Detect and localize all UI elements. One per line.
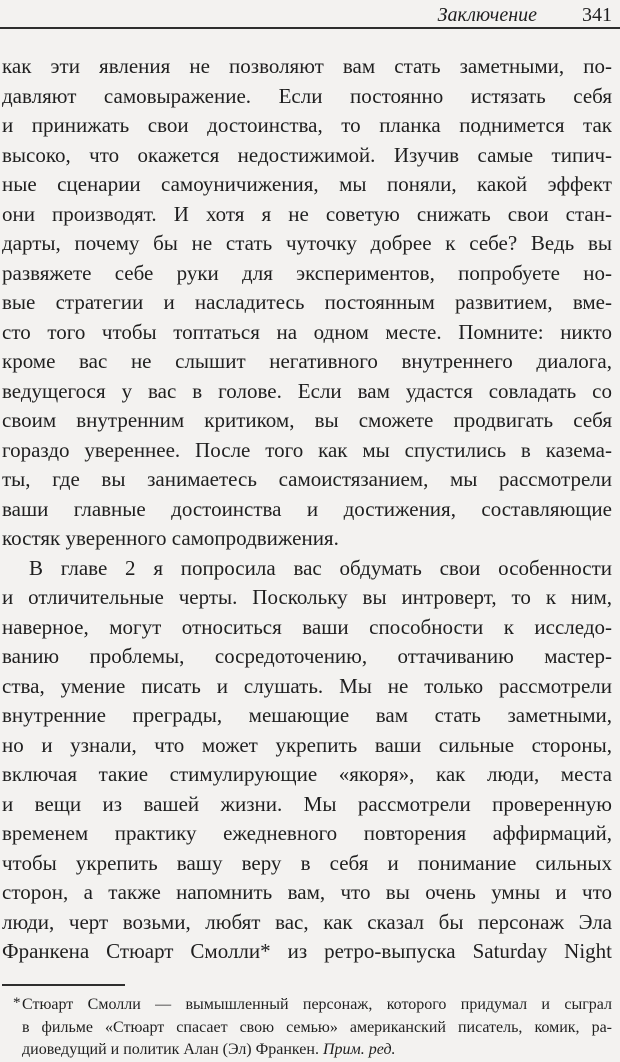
body-line: сто того чтобы топтаться на одном месте. Помните: никто bbox=[2, 319, 612, 344]
body-line-paragraph-end: костяк уверенного самопродвижения. bbox=[2, 526, 339, 550]
footnote-line bbox=[13, 1039, 612, 1062]
footnote-line: Стюарт Смолли — вымышленный персонаж, которого придумал и сыграл bbox=[22, 996, 612, 1013]
chapter-title: Заключение bbox=[437, 4, 537, 26]
body-line: чтобы укрепить вашу веру в себя и понимание сильных bbox=[2, 850, 612, 875]
body-line: ты, где вы занимаетесь самоистязанием, мы рассмотрели bbox=[2, 467, 612, 491]
body-line: как эти явления не позволяют вам стать заметными, по- bbox=[2, 54, 612, 78]
body-line: люди, черт возьми, любят вас, как сказал бы персонаж Эла bbox=[2, 909, 612, 934]
body-line-paragraph-start: В главе 2 я попросила вас обдумать свои особенности bbox=[29, 555, 612, 580]
body-line: своим внутренним критиком, вы сможете продвигать себя bbox=[2, 408, 612, 432]
body-line: дарты, почему бы не стать чуточку добрее к себе? Ведь вы bbox=[2, 231, 612, 255]
running-head bbox=[0, 0, 620, 29]
body-line: ванию проблемы, сосредоточению, оттачиванию мастер- bbox=[2, 644, 612, 668]
body-line: давляют самовыражение. Если постоянно истязать себя bbox=[2, 83, 612, 108]
body-line: ведущегося у вас в голове. Если вам удастся совладать со bbox=[2, 378, 612, 403]
body-line: они производят. И хотя я не советую снижать свои стан- bbox=[2, 201, 612, 226]
body-line: ные сценарии самоуничижения, мы поняли, какой эффект bbox=[2, 172, 612, 196]
footnote bbox=[13, 994, 612, 1062]
body-line: высоко, что окажется недостижимой. Изучив самые типич- bbox=[2, 142, 612, 167]
body-line: ваши главные достоинства и достижения, составляющие bbox=[2, 496, 612, 521]
footnote-text: диоведущий и политик Алан (Эл) Франкен. bbox=[22, 1041, 319, 1058]
page-number: 341 bbox=[582, 4, 612, 26]
body-line: наверное, могут относиться ваши способности к исследо- bbox=[2, 614, 612, 639]
body-line: вые стратегии и насладитесь постоянным развитием, вме- bbox=[2, 290, 612, 314]
body-line-with-footnote-ref: Франкена Стюарт Смолли* из ретро-выпуска Saturday Night bbox=[2, 939, 612, 963]
body-line: и вещи из вашей жизни. Мы рассмотрели проверенную bbox=[2, 791, 612, 816]
footnote-separator bbox=[2, 984, 125, 986]
body-line: развяжете себе руки для экспериментов, попробуете но- bbox=[2, 260, 612, 285]
body-line: временем практику ежедневного повторения аффирмаций, bbox=[2, 821, 612, 845]
body-line: кроме вас не слышит негативного внутреннего диалога, bbox=[2, 349, 612, 373]
body-line: ства, умение писать и слушать. Мы не только рассмотрели bbox=[2, 673, 612, 698]
body-line: гораздо увереннее. После того как мы спустились в казема- bbox=[2, 437, 612, 462]
editor-note: Прим. ред. bbox=[322, 1041, 396, 1058]
body-line: внутренние преграды, мешающие вам стать заметными, bbox=[2, 703, 612, 727]
body-line: и принижать свои достоинства, то планка поднимется так bbox=[2, 113, 612, 137]
footnote-line: в фильме «Стюарт спасает свою семью» американский писатель, комик, ра- bbox=[22, 1018, 612, 1036]
body-line: включая такие стимулирующие «якоря», как люди, места bbox=[2, 762, 612, 786]
body-line: сторон, а также напомнить вам, что вы очень умны и что bbox=[2, 880, 612, 904]
body-text bbox=[2, 52, 612, 967]
body-line: но и узнали, что может укрепить ваши сильные стороны, bbox=[2, 732, 612, 757]
footnote-marker: * bbox=[13, 995, 21, 1011]
body-line: и отличительные черты. Поскольку вы интроверт, то к ним, bbox=[2, 585, 612, 609]
